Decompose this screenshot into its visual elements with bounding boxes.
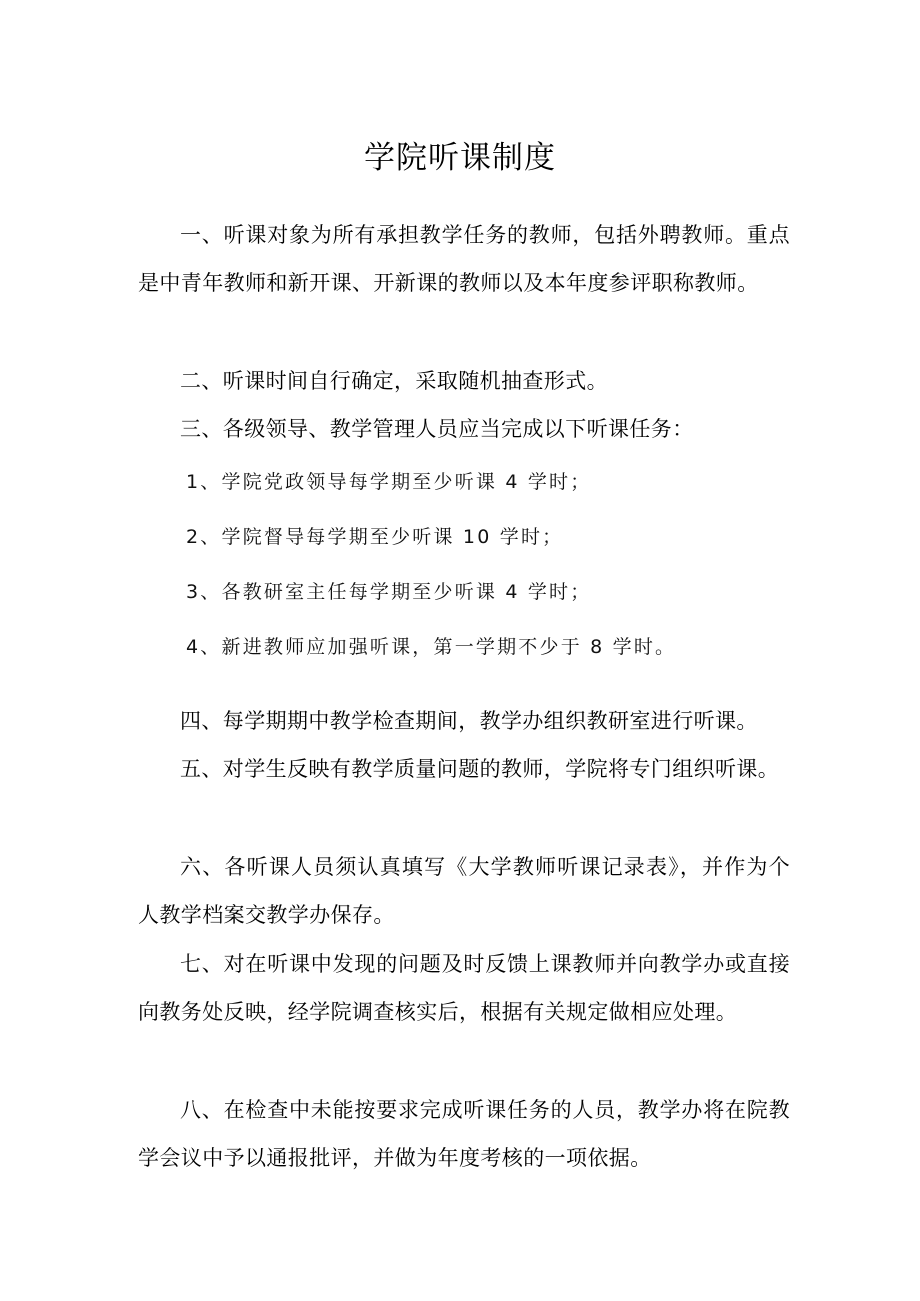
paragraph-8: 八、在检查中未能按要求完成听课任务的人员，教学办将在院教学会议中予以通报批评，并做为年度考核的一项依据。 <box>138 1098 790 1170</box>
paragraph-5: 五、对学生反映有教学质量问题的教师，学院将专门组织听课。 <box>180 757 780 781</box>
list-item-2: 2、学院督导每学期至少听课 10 学时； <box>186 526 564 548</box>
document-title: 学院听课制度 <box>364 140 556 176</box>
list-item-1: 1、学院党政领导每学期至少听课 4 学时； <box>186 471 592 493</box>
paragraph-7: 七、对在听课中发现的问题及时反馈上课教师并向教学办或直接向教务处反映，经学院调查核实后，根据有关规定做相应处理。 <box>138 952 790 1024</box>
list-item-4: 4、新进教师应加强听课，第一学期不少于 8 学时。 <box>186 636 677 658</box>
paragraph-4: 四、每学期期中教学检查期间，教学办组织教研室进行听课。 <box>180 709 758 733</box>
paragraph-6: 六、各听课人员须认真填写《大学教师听课记录表》，并作为个人教学档案交教学办保存。 <box>138 855 790 927</box>
paragraph-3: 三、各级领导、教学管理人员应当完成以下听课任务： <box>180 417 694 441</box>
paragraph-2: 二、听课时间自行确定，采取随机抽查形式。 <box>180 369 608 393</box>
list-item-3: 3、各教研室主任每学期至少听课 4 学时； <box>186 581 592 603</box>
paragraph-1: 一、听课对象为所有承担教学任务的教师，包括外聘教师。重点是中青年教师和新开课、开新课的教师以及本年度参评职称教师。 <box>138 223 790 295</box>
